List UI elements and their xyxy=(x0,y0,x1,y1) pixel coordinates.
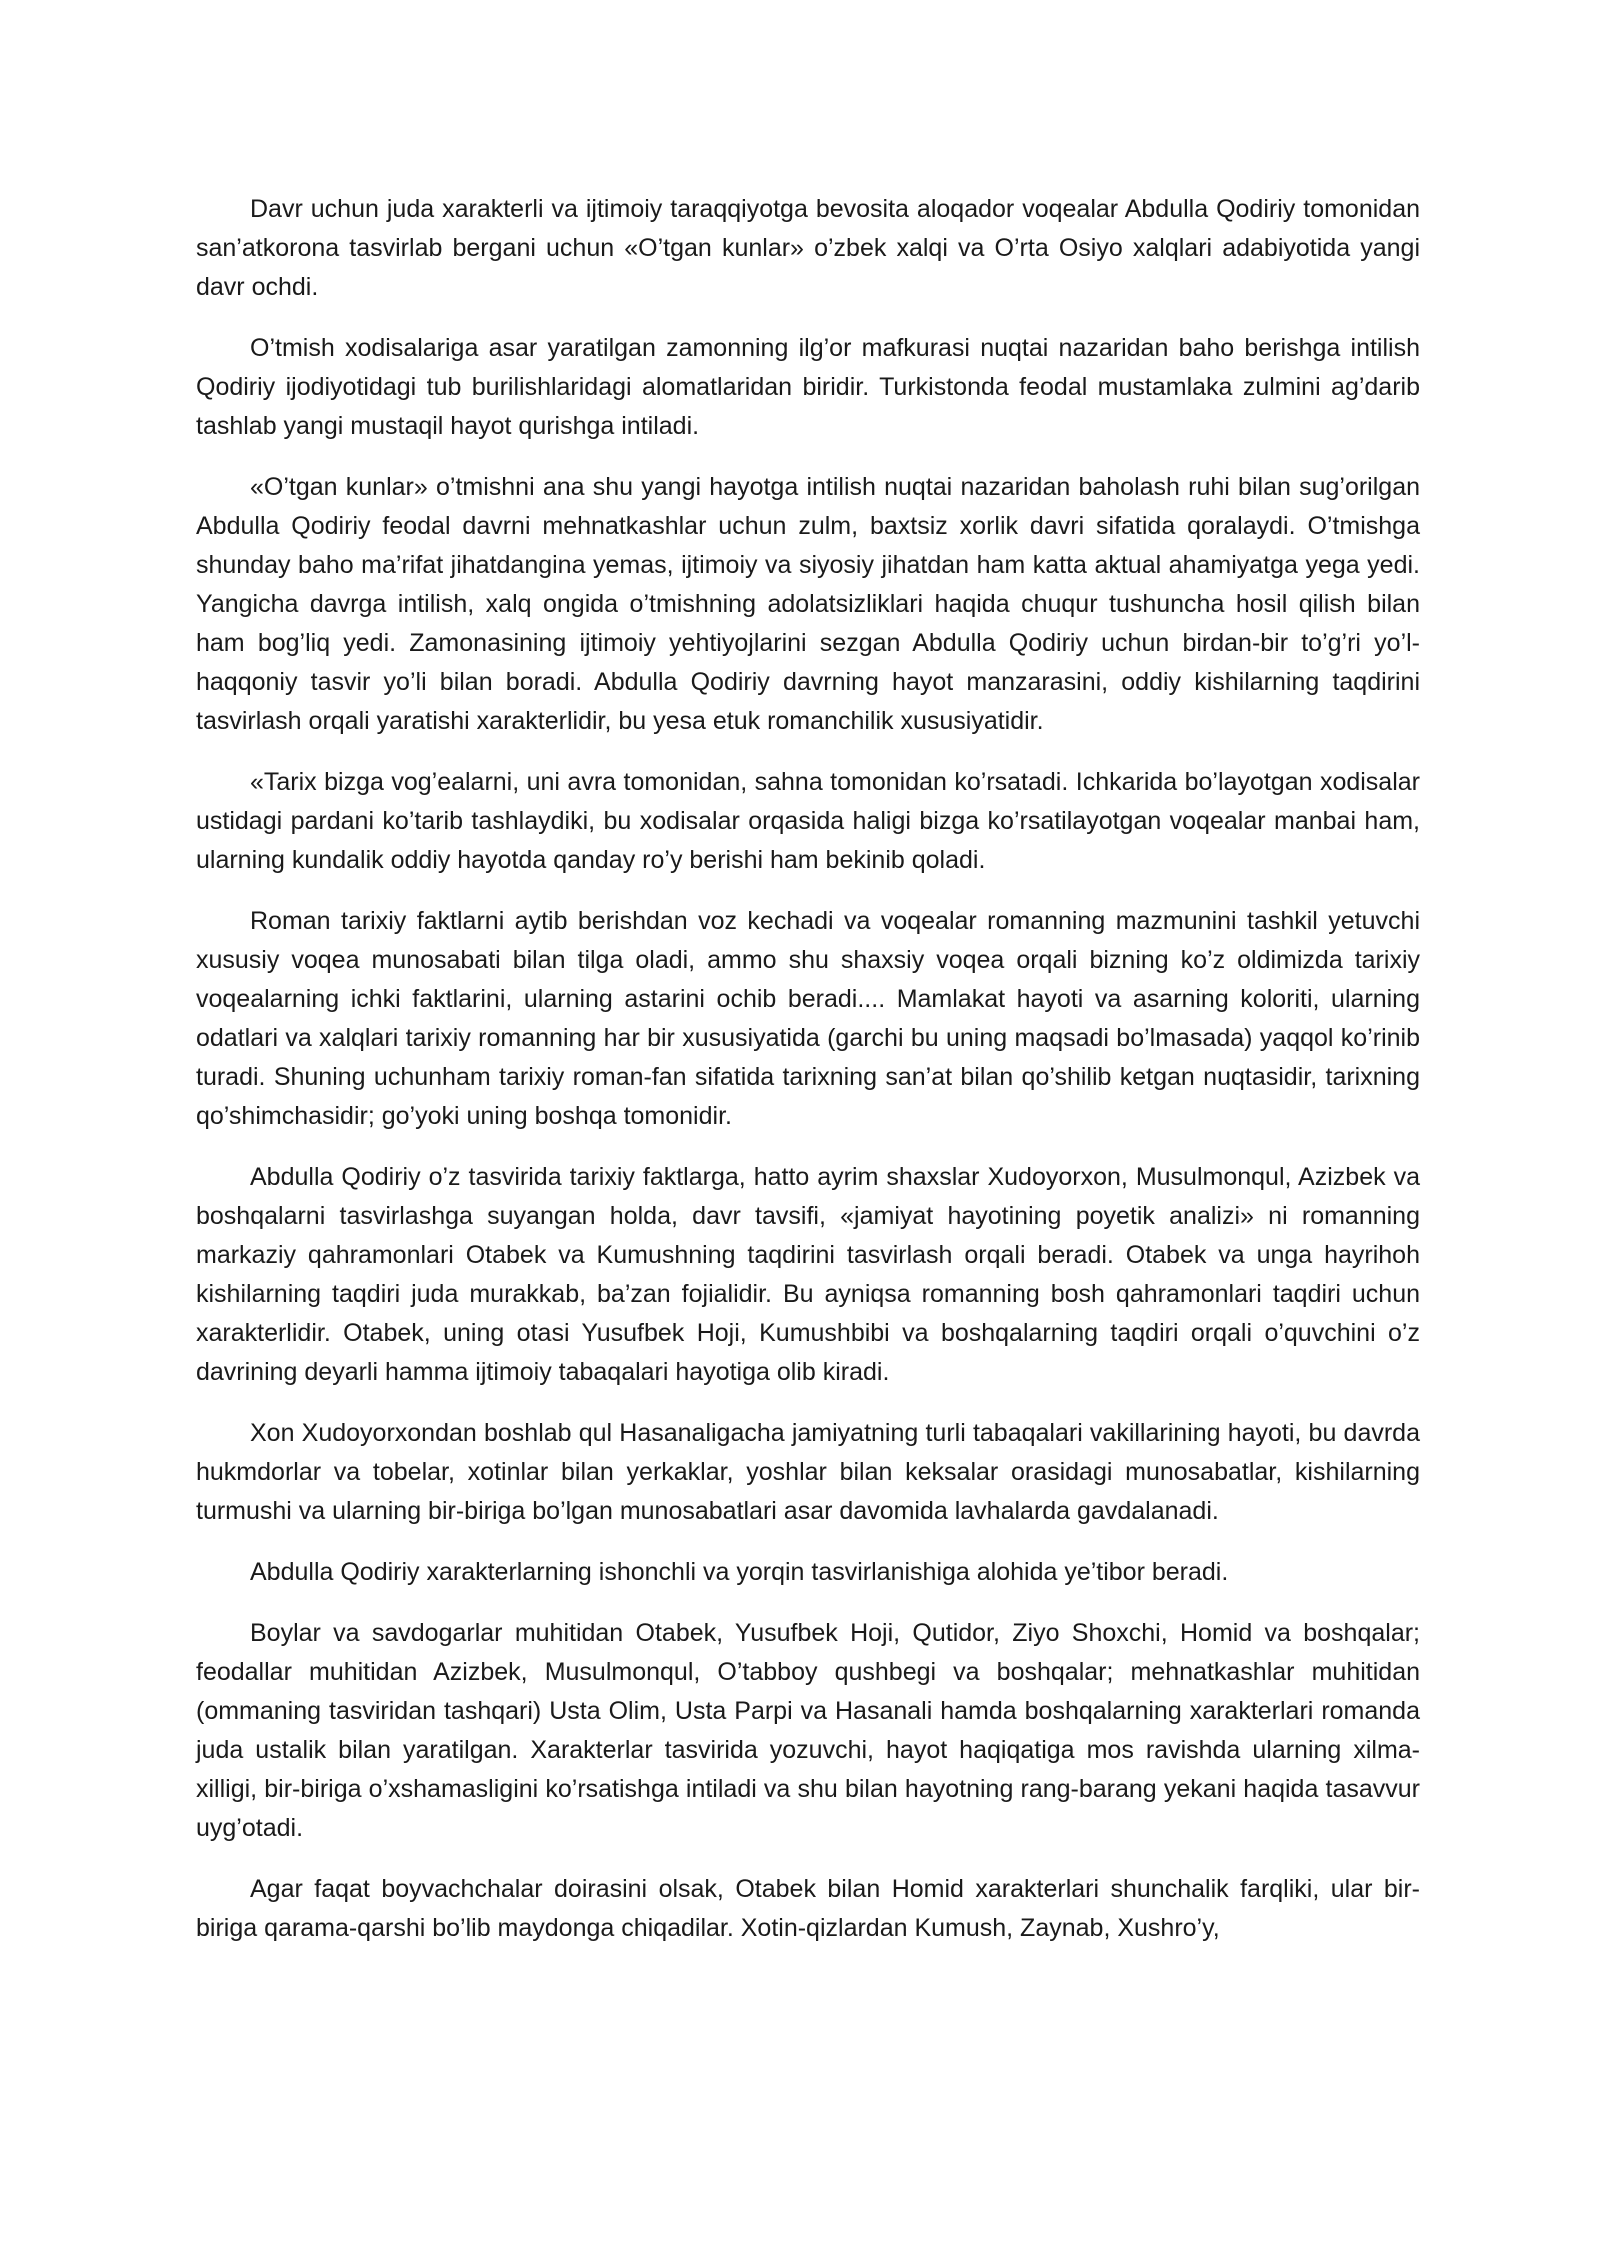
document-body xyxy=(196,190,1420,1970)
paragraph-2: O’tmish xodisalariga asar yaratilgan zamonning ilg’or mafkurasi nuqtai nazaridan baho berishga intilish Qodiriy ijodiyotidagi tub burilishlaridagi alomatlaridan biridir. Turkistonda feodal mustamlaka zulmini ag’darib tashlab yangi mustaqil hayot qurishga intiladi. xyxy=(196,334,1420,440)
paragraph-3: «O’tgan kunlar» o’tmishni ana shu yangi hayotga intilish nuqtai nazaridan baholash ruhi bilan sug’orilgan Abdulla Qodiriy feodal davrni mehnatkashlar uchun zulm, baxtsiz xorlik davri sifatida qoralaydi. O’tmishga shunday baho ma’rifat jihatdangina yemas, ijtimoiy va siyosiy jihatdan ham katta aktual ahamiyatga yega yedi. Yangicha davrga intilish, xalq ongida o’tmishning adolatsizliklari haqida chuqur tushuncha hosil qilish bilan ham bog’liq yedi. Zamonasining ijtimoiy yehtiyojlarini sezgan Abdulla Qodiriy uchun birdan-bir to’g’ri yo’l-haqqoniy tasvir yo’li bilan boradi. Abdulla Qodiriy davrning hayot manzarasini, oddiy kishilarning taqdirini tasvirlash orqali yaratishi xarakterlidir, bu yesa etuk romanchilik xususiyatidir. xyxy=(196,473,1420,735)
paragraph-10: Agar faqat boyvachchalar doirasini olsak, Otabek bilan Homid xarakterlari shunchalik farqliki, ular bir-biriga qarama-qarshi bo’lib maydonga chiqadilar. Xotin-qizlardan Kumush, Zaynab, Xushro’y, xyxy=(196,1875,1420,1942)
paragraph-4: «Tarix bizga vog’ealarni, uni avra tomonidan, sahna tomonidan ko’rsatadi. Ichkarida bo’layotgan xodisalar ustidagi pardani ko’tarib tashlaydiki, bu xodisalar orqasida haligi bizga ko’rsatilayotgan voqealar manbai ham, ularning kundalik oddiy hayotda qanday ro’y berishi ham bekinib qoladi. xyxy=(196,768,1420,874)
paragraph-9: Boylar va savdogarlar muhitidan Otabek, Yusufbek Hoji, Qutidor, Ziyo Shoxchi, Homid va boshqalar; feodallar muhitidan Azizbek, Musulmonqul, O’tabboy qushbegi va boshqalar; mehnatkashlar muhitidan (ommaning tasviridan tashqari) Usta Olim, Usta Parpi va Hasanali hamda boshqalarning xarakterlari romanda juda ustalik bilan yaratilgan. Xarakterlar tasvirida yozuvchi, hayot haqiqatiga mos ravishda ularning xilma-xilligi, bir-biriga o’xshamasligini ko’rsatishga intiladi va shu bilan hayotning rang-barang yekani haqida tasavvur uyg’otadi. xyxy=(196,1619,1420,1842)
paragraph-7: Xon Xudoyorxondan boshlab qul Hasanaligacha jamiyatning turli tabaqalari vakillarining hayoti, bu davrda hukmdorlar va tobelar, xotinlar bilan yerkaklar, yoshlar bilan keksalar orasidagi munosabatlar, kishilarning turmushi va ularning bir-biriga bo’lgan munosabatlari asar davomida lavhalarda gavdalanadi. xyxy=(196,1419,1420,1525)
paragraph-1: Davr uchun juda xarakterli va ijtimoiy taraqqiyotga bevosita aloqador voqealar Abdulla Qodiriy tomonidan san’atkorona tasvirlab bergani uchun «O’tgan kunlar» o’zbek xalqi va O’rta Osiyo xalqlari adabiyotida yangi davr ochdi. xyxy=(196,195,1420,301)
paragraph-6: Abdulla Qodiriy o’z tasvirida tarixiy faktlarga, hatto ayrim shaxslar Xudoyorxon, Musulmonqul, Azizbek va boshqalarni tasvirlashga suyangan holda, davr tavsifi, «jamiyat hayotining poyetik analizi» ni romanning markaziy qahramonlari Otabek va Kumushning taqdirini tasvirlash orqali beradi. Otabek va unga hayrihoh kishilarning taqdiri juda murakkab, ba’zan fojialidir. Bu ayniqsa romanning bosh qahramonlari taqdiri uchun xarakterlidir. Otabek, uning otasi Yusufbek Hoji, Kumushbibi va boshqalarning taqdiri orqali o’quvchini o’z davrining deyarli hamma ijtimoiy tabaqalari hayotiga olib kiradi. xyxy=(196,1163,1420,1386)
paragraph-8: Abdulla Qodiriy xarakterlarning ishonchli va yorqin tasvirlanishiga alohida ye’tibor beradi. xyxy=(250,1558,1229,1586)
paragraph-5: Roman tarixiy faktlarni aytib berishdan voz kechadi va voqealar romanning mazmunini tashkil yetuvchi xususiy voqea munosabati bilan tilga oladi, ammo shu shaxsiy voqea orqali bizning ko’z oldimizda tarixiy voqealarning ichki faktlarini, ularning astarini ochib beradi.... Mamlakat hayoti va asarning koloriti, ularning odatlari va xalqlari tarixiy romanning har bir xususiyatida (garchi bu uning maqsadi bo’lmasada) yaqqol ko’rinib turadi. Shuning uchunham tarixiy roman-fan sifatida tarixning san’at bilan qo’shilib ketgan nuqtasidir, tarixning qo’shimchasidir; go’yoki uning boshqa tomonidir. xyxy=(196,907,1420,1130)
